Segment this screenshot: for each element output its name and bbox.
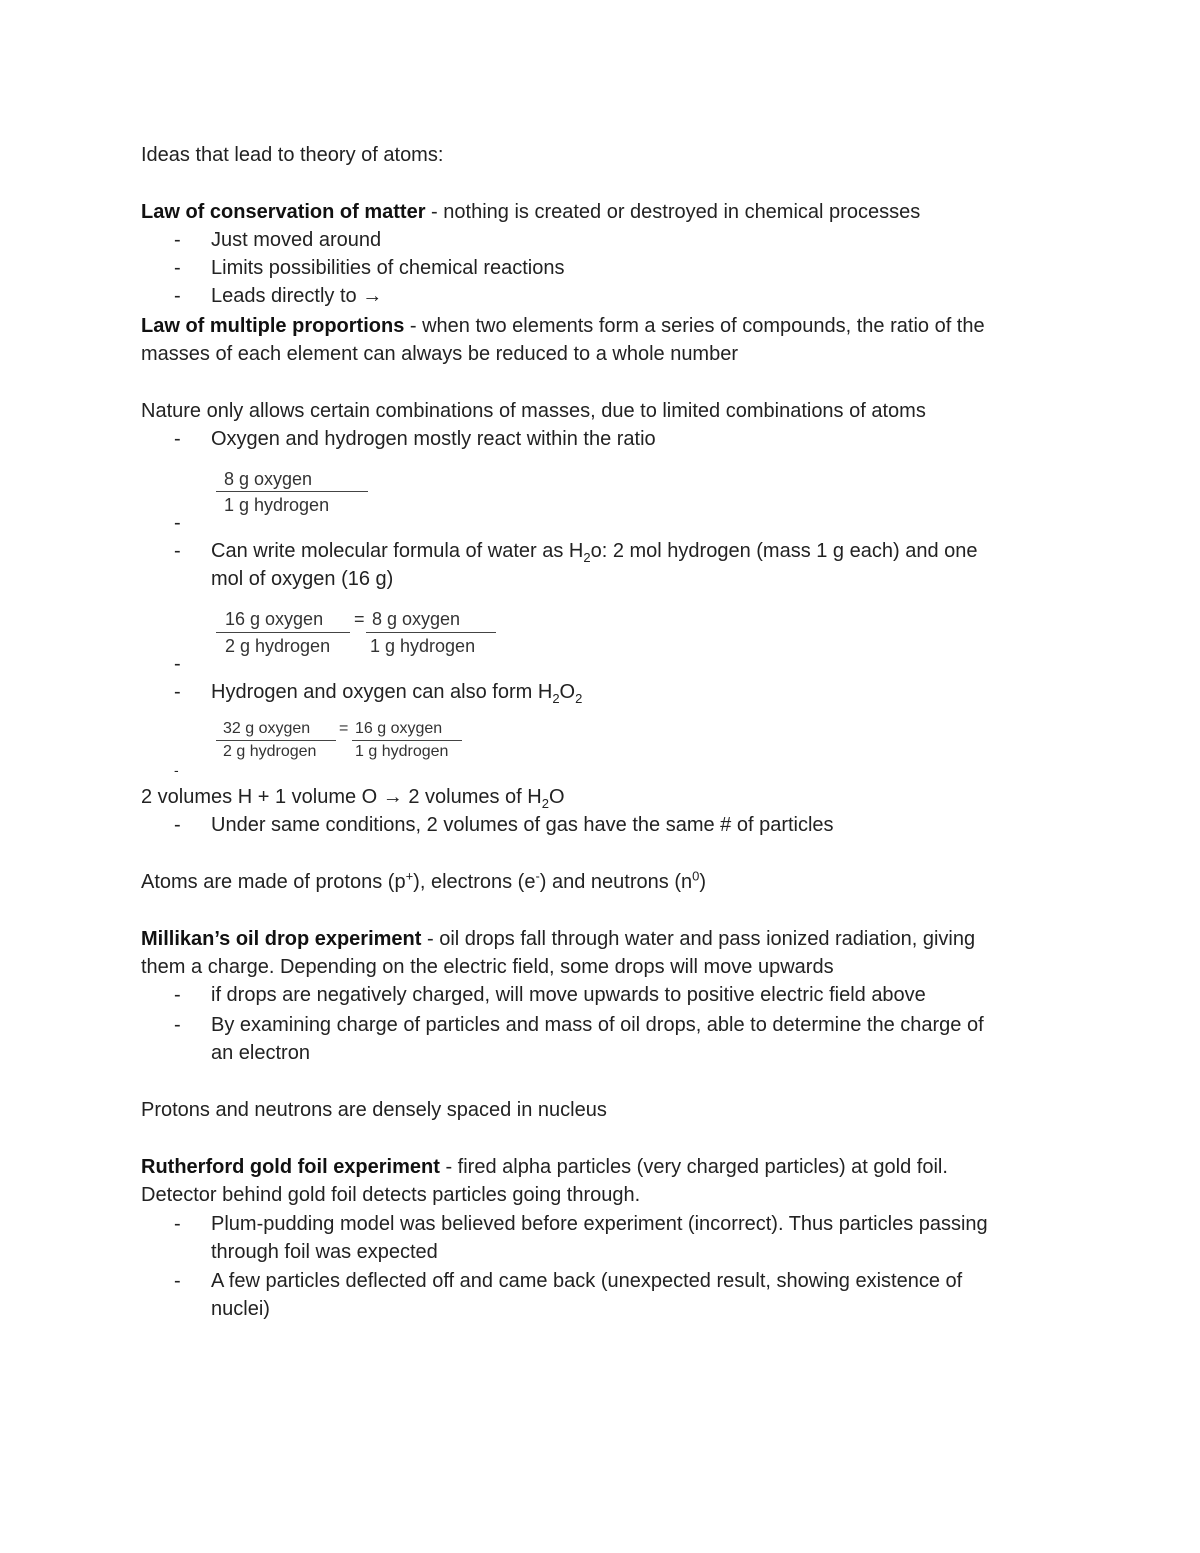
nature-bullet-2 (211, 539, 978, 563)
conservation-line (141, 200, 920, 224)
subscript: 2 (583, 550, 591, 565)
millikan-definition: - oil drops fall through water and pass ionized radiation, giving (421, 928, 976, 950)
bullet-dash: - (174, 1213, 181, 1235)
volumes-text: 2 volumes H + 1 volume O → 2 volumes of H (141, 786, 542, 808)
multiple-definition: - when two elements form a series of compounds, the ratio of the (404, 315, 985, 337)
fraction-numerator: 8 g oxygen (372, 609, 461, 629)
fraction-bar (352, 740, 462, 741)
bullet-dash: - (174, 984, 181, 1006)
bullet-dash: - (174, 762, 179, 778)
fraction-numerator: 16 g oxygen (355, 720, 443, 737)
bullet-text: O (559, 681, 576, 703)
millikan-bullet-2: By examining charge of particles and mass of oil drops, able to determine the charge of (211, 1014, 984, 1036)
bullet-dash: - (174, 1270, 181, 1292)
multiple-line-2: masses of each element can always be reduced to a whole number (141, 343, 739, 365)
conservation-bullet-1: Just moved around (211, 229, 382, 251)
rutherford-bullet-1-line-2: through foil was expected (211, 1241, 438, 1263)
bullet-dash: - (174, 512, 181, 534)
intro-line: Ideas that lead to theory of atoms: (141, 144, 444, 166)
volumes-bullet: Under same conditions, 2 volumes of gas have the same # of particles (211, 814, 834, 836)
ratio-fraction-2 (214, 608, 504, 660)
millikan-line-2: them a charge. Depending on the electric field, some drops will move upwards (141, 956, 834, 978)
superscript: - (535, 868, 540, 884)
rutherford-term: Rutherford gold foil experiment (141, 1156, 440, 1178)
nature-bullet-2-line-2: mol of oxygen (16 g) (211, 568, 394, 590)
fraction-denominator: 1 g hydrogen (370, 636, 476, 656)
equals-sign: = (339, 720, 349, 737)
rutherford-bullet-2: A few particles deflected off and came back (unexpected result, showing existence of (211, 1270, 963, 1292)
nature-line: Nature only allows certain combinations of masses, due to limited combinations of atoms (141, 400, 926, 422)
bullet-dash: - (174, 257, 181, 279)
rutherford-line-1 (141, 1155, 948, 1179)
bullet-text: o: 2 mol hydrogen (mass 1 g each) and one (590, 540, 978, 562)
fraction-bar (216, 632, 350, 633)
fraction-bar (216, 491, 368, 492)
conservation-bullet-3: Leads directly to → (211, 285, 383, 307)
millikan-term: Millikan’s oil drop experiment (141, 928, 422, 950)
bullet-dash: - (174, 540, 181, 562)
atoms-text: Atoms are made of protons (p (141, 871, 406, 893)
multiple-line-1 (141, 314, 985, 338)
bullet-dash: - (174, 428, 181, 450)
millikan-bullet-1: if drops are negatively charged, will move upwards to positive electric field above (211, 984, 926, 1006)
atoms-text: ) (699, 871, 707, 893)
subscript: 2 (552, 691, 560, 706)
ratio-fraction-1 (214, 468, 374, 520)
fraction-denominator: 2 g hydrogen (225, 636, 331, 656)
bullet-dash: - (174, 681, 181, 703)
ratio-fraction-3 (214, 719, 474, 765)
bullet-dash: - (174, 814, 181, 836)
bullet-dash: - (174, 653, 181, 675)
subscript: 2 (575, 691, 583, 706)
atoms-text: ) and neutrons (n (539, 871, 693, 893)
fraction-bar (366, 632, 496, 633)
volumes-text: O (548, 786, 565, 808)
equals-sign: = (354, 609, 365, 629)
superscript: + (405, 868, 414, 884)
multiple-term: Law of multiple proportions (141, 315, 405, 337)
bullet-dash: - (174, 229, 181, 251)
atoms-text: ), electrons (e (413, 871, 536, 893)
bullet-text: Hydrogen and oxygen can also form H (211, 681, 553, 703)
superscript: 0 (692, 868, 700, 884)
rutherford-definition: - fired alpha particles (very charged particles) at gold foil. (439, 1156, 948, 1178)
atoms-line (141, 870, 706, 894)
fraction-numerator: 32 g oxygen (223, 720, 311, 737)
subscript: 2 (541, 796, 549, 811)
conservation-bullet-2: Limits possibilities of chemical reactions (211, 257, 565, 279)
rutherford-bullet-2-line-2: nuclei) (211, 1298, 270, 1320)
nature-bullet-1: Oxygen and hydrogen mostly react within the ratio (211, 428, 656, 450)
fraction-denominator: 1 g hydrogen (355, 743, 449, 760)
fraction-numerator: 8 g oxygen (224, 469, 313, 489)
rutherford-line-2: Detector behind gold foil detects particles going through. (141, 1184, 641, 1206)
conservation-term: Law of conservation of matter (141, 201, 426, 223)
fraction-denominator: 1 g hydrogen (224, 495, 330, 515)
bullet-dash: - (174, 285, 181, 307)
nucleus-line: Protons and neutrons are densely spaced in nucleus (141, 1099, 607, 1121)
fraction-bar (216, 740, 336, 741)
conservation-definition: - nothing is created or destroyed in chemical processes (425, 201, 921, 223)
bullet-text: Can write molecular formula of water as H (211, 540, 584, 562)
rutherford-bullet-1: Plum-pudding model was believed before experiment (incorrect). Thus particles passing (211, 1213, 988, 1235)
fraction-numerator: 16 g oxygen (225, 609, 324, 629)
nature-bullet-3 (211, 680, 582, 704)
millikan-line-1 (141, 927, 975, 951)
millikan-bullet-2-line-2: an electron (211, 1042, 310, 1064)
fraction-denominator: 2 g hydrogen (223, 743, 317, 760)
volumes-line (141, 785, 565, 809)
bullet-dash: - (174, 1014, 181, 1036)
